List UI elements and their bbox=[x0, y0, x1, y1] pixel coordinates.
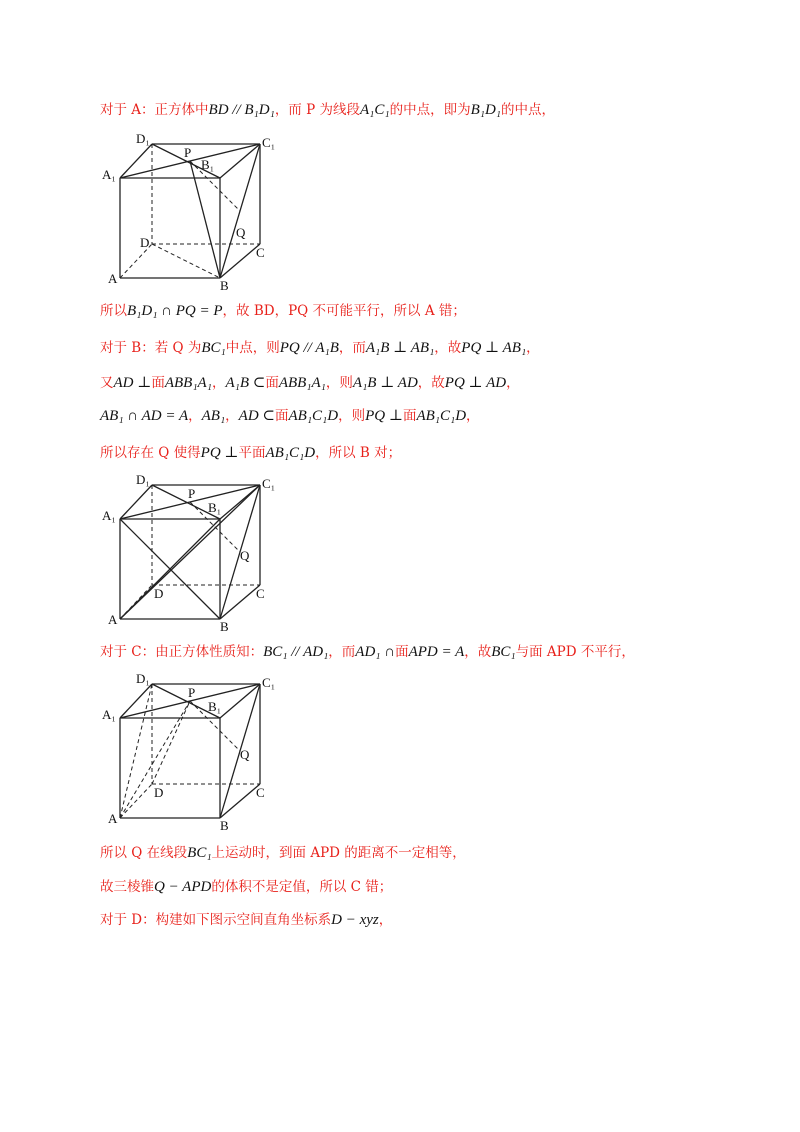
vertex-label-c1: C₁ bbox=[262, 476, 276, 491]
math-expr: AB₁ ∩ AD = A bbox=[100, 408, 189, 424]
vertex-label-d1: D₁ bbox=[136, 472, 150, 487]
math-expr: BC₁ bbox=[187, 845, 212, 861]
math-expr: B₁D₁ bbox=[470, 102, 502, 118]
math-expr: A₁B ⊥ AB₁ bbox=[365, 340, 435, 356]
text-segment: 对于 C：由正方体性质知： bbox=[100, 644, 264, 660]
text-segment: ，而 bbox=[328, 644, 356, 660]
text-segment: 又 bbox=[100, 375, 114, 391]
text-segment: 所以存在 Q 使得 bbox=[100, 445, 201, 461]
text-segment: ， bbox=[506, 375, 520, 391]
math-expr: ABB₁A₁ bbox=[164, 375, 212, 391]
point-label-p: P bbox=[188, 486, 196, 501]
math-expr: PQ ⊥ bbox=[365, 408, 403, 424]
math-expr: PQ ⊥ AD bbox=[444, 375, 507, 391]
text-segment: 对于 D：构建如下图示空间直角坐标系 bbox=[100, 912, 332, 928]
math-expr: AD ⊥ bbox=[113, 375, 152, 391]
vertex-label-a1: A₁ bbox=[102, 167, 116, 182]
text-segment: 平面 bbox=[238, 445, 266, 461]
math-expr: A₁C₁ bbox=[359, 102, 390, 118]
vertex-label-c: C bbox=[256, 785, 265, 800]
text-segment: ，而 P 为线段 bbox=[274, 102, 360, 118]
math-expr: BC₁ // AD₁ bbox=[263, 644, 329, 660]
text-segment: ，故 BD，PQ 不可能平行，所以 A 错； bbox=[222, 303, 466, 319]
vertex-label-b: B bbox=[220, 619, 229, 634]
vertex-label-b1: B₁ bbox=[201, 157, 215, 172]
point-label-p: P bbox=[184, 145, 192, 160]
text-segment: ， bbox=[378, 912, 393, 928]
text-segment: ，则 bbox=[338, 408, 366, 424]
cube-diagram bbox=[104, 673, 284, 833]
text-segment: 面 bbox=[275, 408, 289, 424]
text-segment: 面 bbox=[395, 644, 409, 660]
vertex-label-a1: A₁ bbox=[102, 508, 116, 523]
text-segment: 面 bbox=[402, 408, 417, 424]
text-segment: 面 bbox=[265, 375, 279, 391]
text-segment: ，而 bbox=[338, 340, 366, 356]
solution-line-c-step2 bbox=[100, 843, 466, 863]
cube-diagram bbox=[104, 474, 284, 634]
text-segment: ，所以 B 对； bbox=[315, 445, 402, 461]
text-segment: ， bbox=[211, 375, 226, 391]
text-segment: ，则 bbox=[325, 375, 353, 391]
math-expr: Q − APD bbox=[154, 879, 212, 895]
vertex-label-d: D bbox=[154, 586, 164, 601]
math-expr: AB₁C₁D bbox=[416, 408, 467, 424]
text-segment: 的体积不是定值，所以 C 错； bbox=[211, 879, 393, 895]
vertex-label-a: A bbox=[108, 811, 118, 826]
math-expr: AB₁ bbox=[201, 408, 226, 424]
math-expr: AB₁C₁D bbox=[265, 445, 316, 461]
text-segment: 中点，则 bbox=[225, 340, 280, 356]
cube-figure-1 bbox=[104, 133, 284, 293]
math-expr: APD = A bbox=[408, 644, 465, 660]
math-expr: PQ ⊥ AB₁ bbox=[461, 340, 527, 356]
vertex-label-a: A bbox=[108, 612, 118, 627]
vertex-label-c: C bbox=[256, 245, 265, 260]
solution-line-b-step3 bbox=[100, 406, 480, 426]
vertex-label-c: C bbox=[256, 586, 265, 601]
point-label-q: Q bbox=[240, 747, 250, 762]
vertex-label-b: B bbox=[220, 278, 229, 293]
point-label-q: Q bbox=[236, 225, 246, 240]
math-expr: BC₁ bbox=[201, 340, 226, 356]
vertex-label-b: B bbox=[220, 818, 229, 833]
vertex-label-d1: D₁ bbox=[136, 131, 150, 146]
vertex-label-d: D bbox=[140, 235, 150, 250]
text-segment: 故三棱锥 bbox=[100, 879, 154, 895]
text-segment: 与面 APD 不平行， bbox=[515, 644, 635, 660]
math-expr: PQ // A₁B bbox=[279, 340, 339, 356]
math-expr: ABB₁A₁ bbox=[278, 375, 326, 391]
text-segment: 所以 Q 在线段 bbox=[100, 845, 188, 861]
vertex-label-a1: A₁ bbox=[102, 707, 116, 722]
text-segment: 的中点， bbox=[501, 102, 556, 118]
text-segment: 面 bbox=[151, 375, 165, 391]
math-expr: AB₁C₁D bbox=[288, 408, 339, 424]
text-segment: ，故 bbox=[417, 375, 445, 391]
solution-line-b-step2 bbox=[100, 373, 520, 393]
text-segment: ， bbox=[188, 408, 202, 424]
solution-line-c-intro bbox=[100, 642, 635, 662]
text-segment: ， bbox=[466, 408, 480, 424]
solution-line-a-conclusion bbox=[100, 301, 466, 321]
solution-line-c-conclusion bbox=[100, 877, 392, 897]
solution-line-b-intro bbox=[100, 338, 540, 358]
vertex-label-b1: B₁ bbox=[208, 699, 222, 714]
vertex-label-c1: C₁ bbox=[262, 135, 276, 150]
math-expr: PQ ⊥ bbox=[200, 445, 239, 461]
vertex-label-c1: C₁ bbox=[262, 675, 276, 690]
math-expr: BC₁ bbox=[491, 644, 516, 660]
math-expr: D − xyz bbox=[331, 912, 379, 928]
math-expr: B₁D₁ ∩ PQ = P bbox=[127, 303, 223, 319]
vertex-label-a: A bbox=[108, 271, 118, 286]
text-segment: ，故 bbox=[464, 644, 492, 660]
text-segment: 的中点，即为 bbox=[389, 102, 471, 118]
vertex-label-b1: B₁ bbox=[208, 500, 222, 515]
text-segment: ，故 bbox=[434, 340, 462, 356]
math-expr: AD ⊂ bbox=[238, 408, 275, 424]
solution-line-d-intro bbox=[100, 910, 392, 930]
solution-line-a-intro bbox=[100, 100, 555, 120]
text-segment: ， bbox=[225, 408, 239, 424]
math-expr: A₁B ⊥ AD bbox=[352, 375, 418, 391]
math-expr: AD₁ ∩ bbox=[355, 644, 396, 660]
point-label-q: Q bbox=[240, 548, 250, 563]
cube-diagram bbox=[104, 133, 284, 293]
point-label-p: P bbox=[188, 685, 196, 700]
cube-figure-2 bbox=[104, 474, 284, 634]
math-expr: BD // B₁D₁ bbox=[208, 102, 275, 118]
text-segment: 对于 A：正方体中 bbox=[100, 102, 209, 118]
cube-figure-3 bbox=[104, 673, 284, 833]
text-segment: 上运动时，到面 APD 的距离不一定相等， bbox=[211, 845, 466, 861]
math-expr: A₁B ⊂ bbox=[225, 375, 266, 391]
solution-line-b-conclusion bbox=[100, 443, 401, 463]
text-segment: 对于 B：若 Q 为 bbox=[100, 340, 202, 356]
text-segment: ， bbox=[526, 340, 540, 356]
vertex-label-d: D bbox=[154, 785, 164, 800]
text-segment: 所以 bbox=[100, 303, 127, 319]
vertex-label-d1: D₁ bbox=[136, 671, 150, 686]
